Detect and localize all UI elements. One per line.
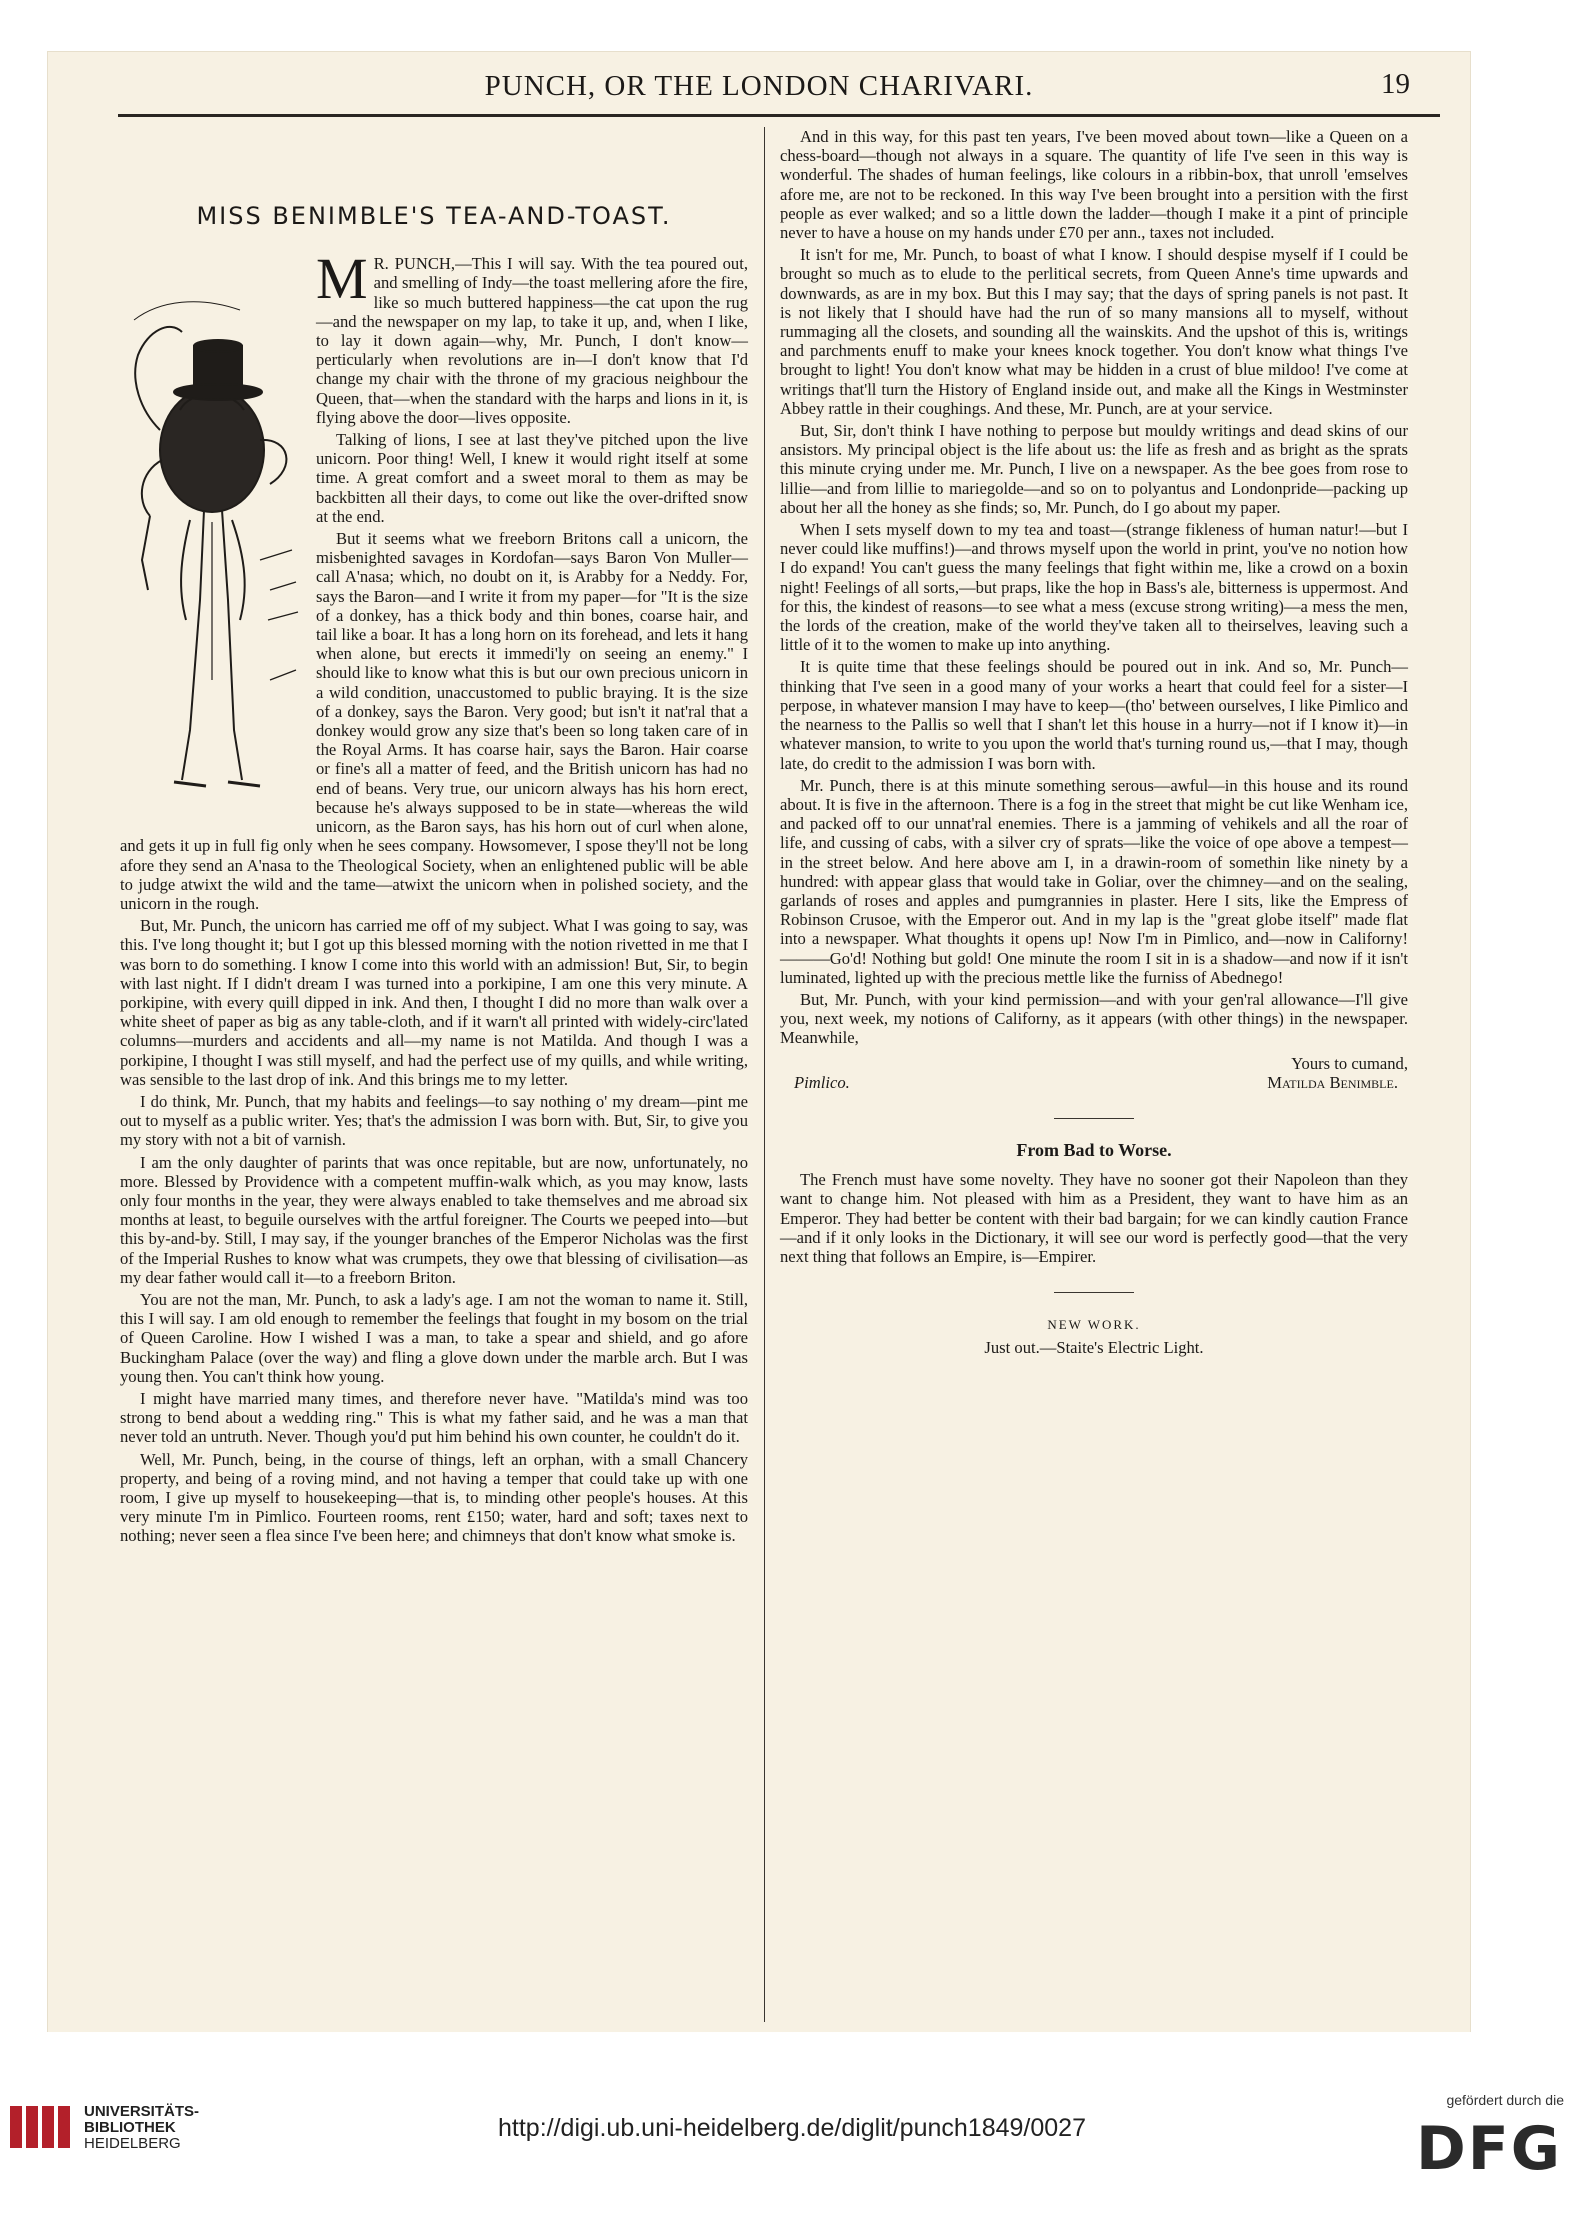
institution-line: UNIVERSITÄTS- — [84, 2103, 200, 2120]
section-paragraph: The French must have some novelty. They have no sooner got their Napoleon than they want to change him. Not pleased with him as a President, they want to have him as an Emperor. They had better be content with their bad bargain; for we can kindly caution France—and if it only looks in the Dictionary, it will see our word is perfectly good—that the very next thing that follows an Empire, is—Empirer. — [780, 1170, 1408, 1266]
article-paragraph: But, Mr. Punch, the unicorn has carried me off of my subject. What I was going to say, was this. I've long thought it; but I got up this blessed morning with the notion rivetted in me that I was born to do something. I know I come into this world with an admission! But, Sir, to begin with last night. If I didn't dream I was turned into a porkipine, I am one this very minute. A porkipine, with every quill dipped in ink. And then, I thought I did no more than walk over a white sheet of paper as big as any table-cloth, and if it warn't all printed with widely-circ'lated columns—murders and accidents and all—my name is not Matilda. And though I was a porkipine, I thought I was still myself, and had the perfect use of my quills, and while writing, was sensible to the last drop of ink. And this brings me to my letter. — [120, 916, 748, 1089]
article-paragraph: Well, Mr. Punch, being, in the course of things, left an orphan, with a small Chancery property, and being of a roving mind, and not having a temper that could take up with one room, I give up myself to housekeeping—that is, to minding other people's houses. At this very minute I'm in Pimlico. Fourteen rooms, rent £150; water, hard and soft; taxes next to nothing; never seen a flea since I've been here; and chimneys that don't know what smoke is. — [120, 1449, 748, 1546]
letter-place-line — [780, 1073, 1408, 1092]
section-title: From Bad to Worse. — [1016, 1139, 1172, 1160]
dfg-logo-icon: DFG — [1415, 2114, 1562, 2184]
article-paragraph: But it seems what we freeborn Britons call a unicorn, the misbenighted savages in Kordofan—says Baron Von Muller—call A'nasa; which, no doubt on it, is Arabby for a Neddy. For, says the Baron—and I write it from my paper—for "It is the size of a donkey, has a thick body and thin bones, coarse hair, and tail like a boar. It has a long horn on its forehead, and lets it hang when alone, but erects it immedi'ly on seeing an enemy." I should like to know what this is but our own precious unicorn in a wild condition, unaccustomed to public braying. It is the size of a donkey, says the Baron. Very good; but isn't it nat'ral that a donkey would grow any size that's been so long taken care of in the Royal Arms. It has coarse hair, says the Baron. Hair coarse or fine's all a matter of feed, and the British unicorn has had no end of beans. Very true, our unicorn always has his horn erect, because he's always supposed to be in state—whereas the wild unicorn, as the Baron says, has his horn out of curl when alone, and gets it up in full fig only when he sees company. Howsomever, I spose they'll not be long afore they send an A'nasa to the Theological Society, when an enlightened public will be able to judge atwixt the wild and the tame—atwixt the unicorn when in polished society, and the unicorn in the rough. — [120, 529, 748, 913]
scanned-page — [48, 52, 1470, 2032]
left-column — [120, 127, 748, 1549]
article-paragraph: And in this way, for this past ten years, I've been moved about town—like a Queen on a chess-board—though not always in a square. The quantity of life I've seen in this way is wonderful. The shades of human feelings, like colours in a ribbin-box, that unroll 'emselves afore me, are not to be reckoned. In this way I've been brought into a persition with the first people as ever walked; and so a little down the ladder—though I make it a pint of principle never to have a house on my hands under £70 per ann., taxes not included. — [780, 127, 1408, 243]
article-paragraph: R. PUNCH,—This I will say. With the tea poured out, and smelling of Indy—the toast mellering afore the fire, like so much buttered happiness—the cat upon the rug—and the newspaper on my lap, to take it up, and, when I like, to lay it down again—why, Mr. Punch, I don't know—perticularly when revolutions are in—I don't know that I'd change my chair with the throne of my gracious neighbour the Queen, that—when the standard with the harps and lions in it, is flying above the door—lives opposite. — [316, 254, 748, 427]
article-paragraph: It is quite time that these feelings should be poured out in ink. And so, Mr. Punch—thinking that I've seen in a good many of your works a heart that could feel for a sister—I perpose, in whatever mansion I may have to keep—(tho' between ourselves, I like Pimlico and the nearness to the Pallis so well that I shan't let this house in a hurry—not if I know it)—in whatever mansion, to write to you upon the world that's turning round us,—that I may, though late, do credit to the admission I was born with. — [780, 657, 1408, 773]
article-paragraph: Talking of lions, I see at last they've pitched upon the live unicorn. Poor thing! Well, I knew it would right itself at some time. A great comfort and a sweet moral to them as may be backbitten all their days, to come out like the over-drifted snow at the end. — [316, 430, 748, 526]
article-paragraph: I am the only daughter of parints that was once repitable, but are now, unfortunately, no more. Blessed by Providence with a competent muffin-walk which, as you may know, lasts only four months in the year, they were always enabled to take themselves and me abroad six months at least, to beguile ourselves with the artful foreigner. The Courts we peeped into—but this by-and-by. Still, I may say, if the younger branches of the Emperor Nicholas was the first of the Imperial Rushes to know what was crumpets, they owe that blessing of civilisation—as my dear father would call it—to a freeborn Briton. — [120, 1152, 748, 1287]
closing-line: Yours to cumand, — [1291, 1053, 1408, 1073]
article-paragraph: But, Mr. Punch, with your kind permission—and with your gen'ral allowance—I'll give you, next week, my notions of Californy, as it appears (with other things) in the newspaper. Meanwhile, — [780, 989, 1408, 1048]
right-column — [780, 127, 1408, 1361]
drop-cap-letter: M — [316, 246, 368, 312]
article-paragraph: When I sets myself down to my tea and toast—(strange fikleness of human natur!—but I never could like muffins!)—and throws myself upon the world in print, you've no notion how I do expand! You can't guess the many feelings that fight within me, like a crowd on a boxin night! Feelings of all sorts,—but praps, like the hop in Bass's ale, bitterness is uppermost. And for this, the kindest of reasons—to see what a mess (excuse strong writing)—a mess the men, the lords of the creation, make of the world they've taken all to theirselves, leaving such a little of it to the women to make up into anything. — [780, 520, 1408, 655]
digitization-footer — [0, 2032, 1584, 2227]
teapot-figure-with-top-hat-icon — [120, 260, 302, 828]
page-number: 19 — [1381, 68, 1410, 100]
funding-note: gefördert durch die — [1446, 2092, 1564, 2108]
article-paragraph: But, Sir, don't think I have nothing to perpose but mouldy writings and dead skins of our ansistors. My principal object is the life about us: the life as fresh and as bright as the sprats this minute crying under me. Mr. Punch, I live on a newspaper. As the bee goes from rose to lillie—and from lillie to mariegolde—and so on to polyantus and Londonpride—packing up about her all the honey as she finds; so, Mr. Punch, do I go about my paper. — [780, 421, 1408, 517]
section-rule — [1054, 1292, 1134, 1293]
header-rule — [118, 114, 1440, 117]
running-header-title: PUNCH, OR THE LONDON CHARIVARI. — [484, 70, 1034, 102]
article-paragraph: I might have married many times, and therefore never have. "Matilda's mind was too strong to bend about a wedding ring." This is what my father said, and he was a man that never told an untruth. Never. Though you'd put him behind his own counter, he couldn't do it. — [120, 1388, 748, 1447]
permalink-url[interactable]: http://digi.ub.uni-heidelberg.de/diglit/punch1849/0027 — [498, 2114, 1086, 2142]
new-work-notice: Just out.—Staite's Electric Light. — [984, 1338, 1204, 1358]
article-title: MISS BENIMBLE'S TEA-AND-TOAST. — [196, 202, 672, 230]
new-work-heading: NEW WORK. — [1047, 1317, 1141, 1333]
institution-line: BIBLIOTHEK — [84, 2119, 176, 2136]
section-rule — [1054, 1118, 1134, 1119]
article-paragraph: Mr. Punch, there is at this minute something serous—awful—in this house and its round about. It is five in the afternoon. There is a fog in the street that might be cut like Wenham ice, and packed off to our unnat'ral enemies. There is a jamming of vehikels and all the roar of life, and cussing of cabs, with a silver cry of sprats—like the voice of ope above a tempest—in the street below. And here above am I, in a drawin-room of somethin like ninety by a hundred: with appear glass that would take in Goliar, over the chimney—and on the sealing, garlands of roses and apples and pumgrannies in plaster. Here I sits, like the Empress of Robinson Crusoe, with the Emperor out. And in my lap is the "great globe itself" made flat into a newspaper. What thoughts it opens up! Now I'm in Pimlico, and—now in Californy!———Go'd! Nothing but gold! One minute the room I sit in is a shadow—and now if it isn't luminated, lighted up with the precious mettle like the furniss of Abednego! — [780, 775, 1408, 987]
article-paragraph: I do think, Mr. Punch, that my habits and feelings—to say nothing o' my dream—pint me out to myself as a public writer. Yes; that's the admission I was born with. But, Sir, to give you my story with not a bit of varnish. — [120, 1091, 748, 1150]
article-paragraph: It isn't for me, Mr. Punch, to boast of what I know. I should despise myself if I could be brought so much as to elude to the perlitical secrets, from Queen Anne's time upwards and downwards, as are in my box. But this I may say; that the days of spring panels is not past. It is not likely that I should have had the run of so many mansions all to myself, without rummaging all the closets, and sounding all the wainskits. And the upshot of this is, writings and parchments enuff to make your knees knock together. You don't know what things I've brought to light! You don't know what may be hidden in a crust of blue mildoo! I've come at writings that'll turn the History of England inside out, and make all the Kings in Westminster Abbey rattle in their coughings. And these, Mr. Punch, are at your service. — [780, 245, 1408, 418]
column-divider — [764, 127, 765, 2022]
institution-line: HEIDELBERG — [84, 2135, 181, 2152]
letter-signature: Matilda Benimble. — [1267, 1072, 1398, 1092]
article-paragraph: You are not the man, Mr. Punch, to ask a lady's age. I am not the woman to name it. Still, this I will say. I am old enough to remember the feelings that fought in my bosom on the trial of Queen Caroline. How I wished I was a man, to take a spear and shield, and go afore Buckingham Palace (over the way) and fling a glove down under the marble arch. But I was young then. You can't think how young. — [120, 1289, 748, 1386]
letter-place: Pimlico. — [794, 1072, 850, 1092]
